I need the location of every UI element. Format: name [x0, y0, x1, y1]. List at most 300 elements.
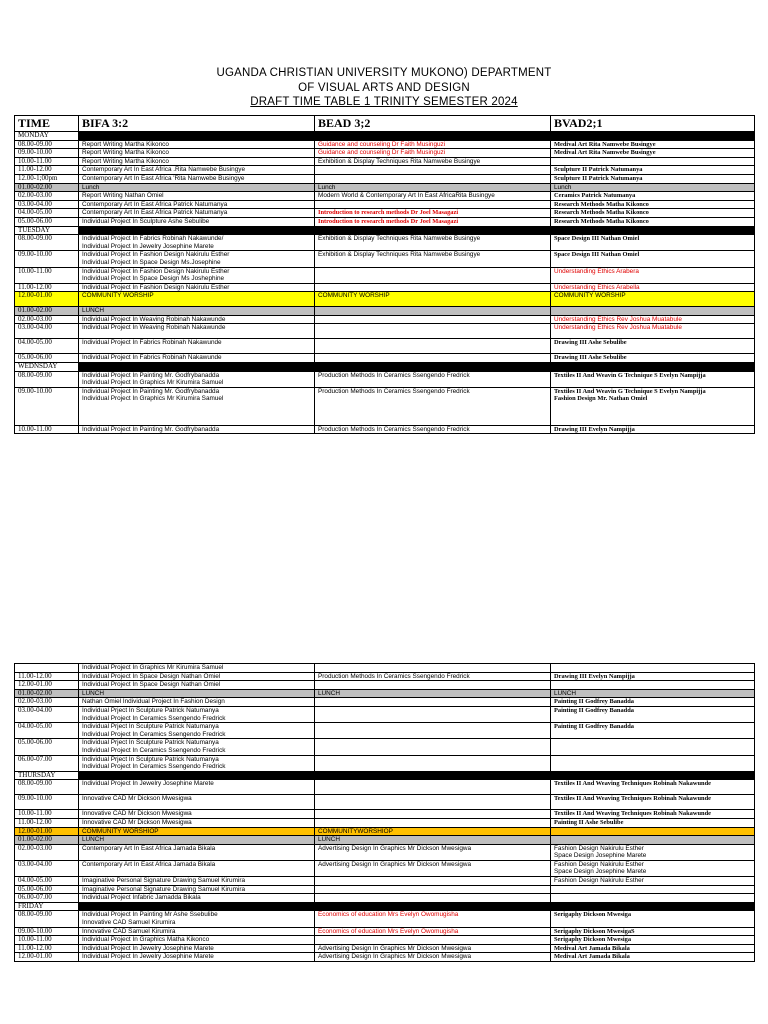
day-divider-bar — [79, 771, 755, 780]
bifa-cell — [79, 860, 315, 876]
bead-cell — [315, 795, 551, 810]
table-row — [15, 894, 755, 903]
bvad-cell-line: Research Methods Matha Kikonco — [554, 209, 649, 217]
time-slot: 02.00-03.00 — [15, 315, 79, 324]
bead-cell — [315, 251, 551, 267]
table-row — [15, 251, 755, 267]
time-slot: 10.00-11.00 — [15, 425, 79, 434]
table-row — [15, 292, 755, 307]
bvad-cell-line: Painting II Godfrey Banadda — [554, 723, 634, 731]
bead-cell-line: Introduction to research methods Dr Joel Masagazi — [318, 217, 459, 225]
table-row — [15, 200, 755, 209]
time-slot: 09.00-10.00 — [15, 387, 79, 425]
time-slot: 12.00-01.00 — [15, 827, 79, 836]
bifa-cell-line: Innovative CAD Samuel Kirumira — [82, 927, 176, 935]
bead-cell-line: Guidance and counseling Dr Faith Musinguzi — [318, 140, 446, 148]
bifa-cell — [79, 157, 315, 166]
bifa-cell — [79, 810, 315, 819]
table-row — [15, 283, 755, 292]
bifa-cell-line: Innovative CAD Mr Dickson Mwesigwa — [82, 818, 192, 826]
time-slot: 01.00-02.00 — [15, 836, 79, 845]
bifa-cell — [79, 739, 315, 755]
day-label: FRIDAY — [15, 902, 79, 911]
bifa-cell — [79, 936, 315, 945]
bvad-cell-line: Research Methods Matha Kikonco — [554, 200, 649, 208]
table-row — [15, 387, 755, 425]
bead-cell — [315, 739, 551, 755]
bead-cell — [315, 425, 551, 434]
day-row — [15, 132, 755, 141]
bifa-cell-line: Individual Project In Sculpture Ashe Sebulibe — [82, 217, 210, 225]
bifa-cell-line: Individual Project In Weaving Robinah Nakawunde — [82, 315, 226, 323]
bifa-cell-line: Individual Project In Painting Mr. Godfrybanadda — [82, 371, 220, 379]
bvad-cell — [551, 324, 755, 339]
bead-cell — [315, 315, 551, 324]
table-row — [15, 157, 755, 166]
bifa-cell — [79, 217, 315, 226]
bvad-cell — [551, 166, 755, 175]
column-header: BIFA 3:2 — [79, 116, 315, 132]
time-slot: 08.00-09.00 — [15, 371, 79, 387]
bvad-cell — [551, 894, 755, 903]
bifa-cell-line: Individual Project In Space Design Nathan Omiel — [82, 681, 221, 689]
time-slot: 03.00-04.00 — [15, 324, 79, 339]
table-row — [15, 267, 755, 283]
bvad-cell — [551, 795, 755, 810]
time-slot: 02.00-03.00 — [15, 698, 79, 707]
table-row — [15, 810, 755, 819]
time-slot: 06.00-07.00 — [15, 755, 79, 771]
table-row — [15, 927, 755, 936]
bifa-cell-line: Report Writing Martha Kikonco — [82, 140, 169, 148]
bifa-cell-line: Individual Project In Jewelry Josephine Marete — [82, 242, 214, 250]
bead-cell — [315, 307, 551, 316]
bvad-cell-line: Drawing III Evelyn Nampijja — [554, 672, 635, 680]
day-divider-bar — [79, 363, 755, 372]
bvad-cell-line: Sculpture II Patrick Natumanya — [554, 174, 643, 182]
bvad-cell-line: Serigaphy Dickson Mwesiga — [554, 936, 632, 944]
day-divider-bar — [79, 902, 755, 911]
bifa-cell-line: Individual Project In Fabrics Robinah Nakawunde — [82, 354, 222, 362]
bvad-cell-line: Drawing III Evelyn Nampijja — [554, 425, 635, 433]
bifa-cell — [79, 192, 315, 201]
bifa-cell-line: Lunch — [82, 183, 100, 191]
time-slot: 04.00-05.00 — [15, 209, 79, 218]
bifa-cell — [79, 844, 315, 860]
time-slot: 06.00-07.00 — [15, 894, 79, 903]
bead-cell-line: Economics of education Mrs Evelyn Owomugisha — [318, 927, 459, 935]
bvad-cell — [551, 818, 755, 827]
bead-cell — [315, 149, 551, 158]
bvad-cell-line: Drawing III Ashe Sebulibe — [554, 354, 627, 362]
bifa-cell — [79, 200, 315, 209]
timetable-part-1 — [14, 115, 755, 434]
time-slot: 01.00-02.00 — [15, 183, 79, 192]
bifa-cell-line: Individual Project In Ceramics Ssengendo Fredrick — [82, 763, 226, 771]
bifa-cell — [79, 780, 315, 795]
table-row — [15, 795, 755, 810]
time-slot: 05.00-06.00 — [15, 354, 79, 363]
time-slot: 04.00-05.00 — [15, 339, 79, 354]
table-row — [15, 885, 755, 894]
bifa-cell — [79, 251, 315, 267]
time-slot: 11.00-12.00 — [15, 944, 79, 953]
bvad-cell — [551, 755, 755, 771]
bvad-cell-line: Understanding Ethics Rev Joshua Muatabule — [554, 324, 682, 332]
bifa-cell — [79, 672, 315, 681]
bvad-cell-line: Space Design Josephine Marete — [554, 852, 647, 860]
bifa-cell — [79, 818, 315, 827]
bvad-cell-line: Painting II Godfrey Banadda — [554, 698, 634, 706]
bvad-cell — [551, 723, 755, 739]
bvad-cell-line: Textiles II And Weavin G Technique S Evelyn Nampijja — [554, 387, 706, 395]
bifa-cell-line: Individual Project In Graphics Mr Kirumira Samuel — [82, 664, 224, 671]
bvad-cell — [551, 267, 755, 283]
bifa-cell-line: Individual Prject In Sculpture Patrick Natumanya — [82, 723, 219, 731]
bvad-cell-line: Painting II Ashe Sebulibe — [554, 818, 624, 826]
bifa-cell-line: Individual Project In Graphics Matha Kikonco — [82, 936, 210, 944]
table-row — [15, 706, 755, 722]
time-slot — [15, 664, 79, 673]
bifa-cell-line: LUNCH — [82, 307, 105, 315]
bead-cell — [315, 235, 551, 251]
bead-cell — [315, 267, 551, 283]
bvad-cell-line: Research Methods Matha Kikonco — [554, 217, 649, 225]
bifa-cell — [79, 183, 315, 192]
bead-cell-line: Production Methods In Ceramics Ssengendo Fredrick — [318, 371, 470, 379]
bead-cell — [315, 681, 551, 690]
bifa-cell-line: Individual Project In Painting Mr. Godfrybanadda — [82, 425, 220, 433]
bifa-cell-line: Report Writing Nathan Omiel — [82, 192, 164, 200]
time-slot: 12.00-01.00 — [15, 681, 79, 690]
column-header: BEAD 3;2 — [315, 116, 551, 132]
bifa-cell — [79, 664, 315, 673]
time-slot: 11.00-12.00 — [15, 818, 79, 827]
bead-cell — [315, 209, 551, 218]
table-row — [15, 217, 755, 226]
bvad-cell — [551, 698, 755, 707]
bifa-cell — [79, 944, 315, 953]
bead-cell — [315, 894, 551, 903]
bifa-cell-line: Innovative CAD Mr Dickson Mwesigwa — [82, 810, 192, 818]
bvad-cell — [551, 339, 755, 354]
bvad-cell-line: Understanding Ethics Rev Joshua Muatabule — [554, 315, 682, 323]
bifa-cell — [79, 283, 315, 292]
bvad-cell-line: Ceramics Patrick Natumanya — [554, 192, 636, 200]
bead-cell — [315, 157, 551, 166]
bvad-cell — [551, 209, 755, 218]
bifa-cell — [79, 166, 315, 175]
bead-cell — [315, 371, 551, 387]
bifa-cell — [79, 827, 315, 836]
bifa-cell — [79, 689, 315, 698]
day-row — [15, 771, 755, 780]
table-row — [15, 877, 755, 886]
bead-cell — [315, 672, 551, 681]
bvad-cell — [551, 425, 755, 434]
time-slot: 08.00-09.00 — [15, 911, 79, 927]
bvad-cell-line: Fashion Design Mr. Nathan Omiel — [554, 395, 648, 403]
bead-cell — [315, 780, 551, 795]
table-row — [15, 672, 755, 681]
bifa-cell-line: Individual Project In Space Design Ms Joshephine — [82, 275, 225, 283]
bead-cell — [315, 166, 551, 175]
day-row — [15, 226, 755, 235]
bvad-cell — [551, 953, 755, 962]
bvad-cell-line: Textiles II And Weavin G Technique S Evelyn Nampijja — [554, 371, 706, 379]
bead-cell — [315, 217, 551, 226]
bvad-cell-line: Space Design III Nathan Omiel — [554, 235, 640, 243]
bifa-cell — [79, 795, 315, 810]
bvad-cell — [551, 149, 755, 158]
bead-cell — [315, 877, 551, 886]
bead-cell-line: LUNCH — [318, 689, 341, 697]
table-row — [15, 911, 755, 927]
bifa-cell — [79, 698, 315, 707]
bvad-cell — [551, 681, 755, 690]
header-line-1: UGANDA CHRISTIAN UNIVERSITY MUKONO) DEPARTMENT — [216, 67, 552, 79]
bifa-cell — [79, 339, 315, 354]
bifa-cell — [79, 315, 315, 324]
bead-cell — [315, 324, 551, 339]
bead-cell — [315, 706, 551, 722]
bvad-cell — [551, 860, 755, 876]
bifa-cell — [79, 885, 315, 894]
bifa-cell — [79, 387, 315, 425]
bifa-cell — [79, 324, 315, 339]
column-header: BVAD2;1 — [551, 116, 755, 132]
bifa-cell-line: Nathan Omiel Individual Project In Fashion Design — [82, 698, 225, 706]
bifa-cell-line: Imaginative Personal Signature Drawing Samuel Kirumira — [82, 885, 246, 893]
bead-cell-line: LUNCH — [318, 836, 341, 844]
table-row — [15, 836, 755, 845]
table-row — [15, 183, 755, 192]
bifa-cell-line: Individual Project In Jewelry Josephine Marete — [82, 953, 214, 961]
bifa-cell-line: Report Writing Martha Kikonco — [82, 157, 169, 165]
bifa-cell-line: Imaginative Personal Signature Drawing Samuel Kirumira — [82, 877, 246, 885]
time-slot: 05.00-06.00 — [15, 885, 79, 894]
bead-cell-line: Exhibition & Display Techniques Rita Namwebe Busingye — [318, 251, 481, 259]
time-slot: 10.00-11.00 — [15, 810, 79, 819]
bvad-cell-line: Space Design III Nathan Omiel — [554, 251, 640, 259]
bead-cell-line: Production Methods In Ceramics Ssengendo Fredrick — [318, 387, 470, 395]
bvad-cell — [551, 183, 755, 192]
day-row — [15, 363, 755, 372]
bvad-cell-line: Textiles II And Weaving Techniques Robinah Nakawunde — [554, 795, 711, 803]
bifa-cell-line: Individual Project In Space Design Nathan Omiel — [82, 672, 221, 680]
bead-cell — [315, 698, 551, 707]
bead-cell — [315, 818, 551, 827]
bvad-cell — [551, 780, 755, 795]
time-slot: 01.00-02.00 — [15, 689, 79, 698]
table-row — [15, 354, 755, 363]
day-divider-bar — [79, 226, 755, 235]
bvad-cell-line: Sculpture II Patrick Natumanya — [554, 166, 643, 174]
bifa-cell — [79, 836, 315, 845]
table-row — [15, 844, 755, 860]
time-slot: 09.00-10.00 — [15, 927, 79, 936]
bvad-cell — [551, 371, 755, 387]
table-row — [15, 936, 755, 945]
bifa-cell — [79, 354, 315, 363]
bead-cell-line: Modern World & Contemporary Art In East AfricaRita Busingye — [318, 192, 495, 200]
bvad-cell — [551, 200, 755, 209]
bvad-cell-line: Medival Art Jamada Bikala — [554, 944, 630, 952]
table-row — [15, 339, 755, 354]
bifa-cell — [79, 140, 315, 149]
column-header: TIME — [15, 116, 79, 132]
bifa-cell-line: Individual Project In Jewelry Josephine Marete — [82, 780, 214, 788]
time-slot: 01.00-02.00 — [15, 307, 79, 316]
bifa-cell — [79, 174, 315, 183]
bvad-cell-line: Textiles II And Weaving Techniques Robinah Nakawunde — [554, 810, 711, 818]
table-row — [15, 689, 755, 698]
time-slot: 02.00-03.00 — [15, 844, 79, 860]
bifa-cell-line: Individual Project In Jewelry Josephine Marete — [82, 944, 214, 952]
time-slot: 11.00-12.00 — [15, 283, 79, 292]
bifa-cell-line: Contemporary Art In East Africa 'Rita Namwebe Busingye — [82, 174, 245, 182]
day-label: THURSDAY — [15, 771, 79, 780]
time-slot: 09.00-10.00 — [15, 251, 79, 267]
bifa-cell — [79, 292, 315, 307]
bifa-cell — [79, 927, 315, 936]
time-slot: 02.00-03.00 — [15, 192, 79, 201]
bifa-cell-line: Contemporary Art In East Africa Jamada Bikala — [82, 844, 216, 852]
bead-cell — [315, 885, 551, 894]
bifa-cell-line: Contemporary Art In East Africa Patrick Natumanya — [82, 200, 228, 208]
bifa-cell — [79, 953, 315, 962]
time-slot: 08.00-09.00 — [15, 140, 79, 149]
bead-cell — [315, 283, 551, 292]
bvad-cell-line: COMMUNITY WORSHIP — [554, 292, 626, 300]
time-slot: 03.00-04.00 — [15, 200, 79, 209]
bifa-cell-line: Individual Project In Graphics Mr Kirumira Samuel — [82, 379, 224, 387]
bifa-cell-line: LUNCH — [82, 689, 105, 697]
bvad-cell — [551, 836, 755, 845]
time-slot: 04.00-05.00 — [15, 877, 79, 886]
day-divider-bar — [79, 132, 755, 141]
table-row — [15, 425, 755, 434]
bvad-cell-line: Medival Art Rita Namwebe Busingye — [554, 140, 656, 148]
bifa-cell — [79, 706, 315, 722]
bead-cell — [315, 844, 551, 860]
time-slot: 03.00-04.00 — [15, 706, 79, 722]
bead-cell — [315, 200, 551, 209]
bvad-cell-line: Fashion Design Nakirulu Esther — [554, 860, 644, 868]
bead-cell — [315, 827, 551, 836]
bead-cell — [315, 689, 551, 698]
bifa-cell-line: Individual Project In Weaving Robinah Nakawunde — [82, 324, 226, 332]
table-row — [15, 698, 755, 707]
bead-cell — [315, 927, 551, 936]
bvad-cell — [551, 936, 755, 945]
table-row — [15, 209, 755, 218]
bifa-cell-line: Individual Project In Space Design Ms.Josephine — [82, 258, 221, 266]
bifa-cell-line: Contemporary Art In East Africa .Rita Namwebe Busingye — [82, 166, 246, 174]
bead-cell-line: COMMUNITYWORSHIOP — [318, 827, 393, 835]
table-row — [15, 149, 755, 158]
table-row — [15, 324, 755, 339]
bvad-cell — [551, 810, 755, 819]
bifa-cell-line: LUNCH — [82, 836, 105, 844]
bvad-cell — [551, 217, 755, 226]
bead-cell — [315, 192, 551, 201]
table-header-row — [15, 116, 755, 132]
bead-cell-line: COMMUNITY WORSHIP — [318, 292, 390, 300]
bead-cell — [315, 911, 551, 927]
time-slot: 05.00-06.00 — [15, 217, 79, 226]
bifa-cell-line: Individual Prject In Sculpture Patrick Natumanya — [82, 739, 219, 747]
bifa-cell-line: Innovative CAD Mr Dickson Mwesigwa — [82, 795, 192, 803]
bvad-cell — [551, 292, 755, 307]
bifa-cell-line: Contemporary Art In East Africa Jamada Bikala — [82, 860, 216, 868]
timetable-part-2 — [14, 663, 755, 962]
bvad-cell-line: Fashion Design Nakirulu Esther — [554, 844, 644, 852]
bead-cell — [315, 755, 551, 771]
table-row — [15, 307, 755, 316]
bifa-cell — [79, 209, 315, 218]
bead-cell — [315, 860, 551, 876]
bvad-cell-line: Fashion Design Nakirulu Esther — [554, 877, 644, 885]
bvad-cell — [551, 307, 755, 316]
bifa-cell — [79, 235, 315, 251]
bvad-cell — [551, 387, 755, 425]
time-slot: 09.00-10.00 — [15, 149, 79, 158]
table-row — [15, 140, 755, 149]
table-row — [15, 681, 755, 690]
bvad-cell — [551, 885, 755, 894]
bifa-cell — [79, 723, 315, 739]
bifa-cell-line: COMMUNITY WORSHIP — [82, 292, 154, 300]
time-slot: 12.00-1;00pm — [15, 174, 79, 183]
document-header — [0, 66, 768, 110]
bifa-cell-line: Individual Project In Fashion Design Nakirulu Esther — [82, 283, 230, 291]
bvad-cell — [551, 664, 755, 673]
bead-cell-line: Production Methods In Ceramics Ssengendo Fredrick — [318, 425, 470, 433]
bvad-cell — [551, 944, 755, 953]
bifa-cell-line: Individual Prject In Sculpture Patrick Natumanya — [82, 755, 219, 763]
bead-cell — [315, 953, 551, 962]
bvad-cell — [551, 283, 755, 292]
bvad-cell — [551, 315, 755, 324]
bvad-cell — [551, 192, 755, 201]
bead-cell — [315, 836, 551, 845]
bifa-cell — [79, 307, 315, 316]
bvad-cell — [551, 739, 755, 755]
day-label: MONDAY — [15, 132, 79, 141]
bifa-cell-line: Individual Project In Ceramics Ssengendo Fredrick — [82, 746, 226, 754]
bead-cell-line: Production Methods In Ceramics Ssengendo Fredrick — [318, 672, 470, 680]
bvad-cell — [551, 827, 755, 836]
bead-cell — [315, 664, 551, 673]
bifa-cell-line: Individual Project In Painting Mr Ashe Ssebulibe — [82, 911, 218, 919]
bifa-cell-line: COMMUNITY WORSHIOP — [82, 827, 159, 835]
time-slot: 08.00-09.00 — [15, 235, 79, 251]
bvad-cell-line: LUNCH — [554, 689, 577, 697]
table-row — [15, 371, 755, 387]
bead-cell-line: Lunch — [318, 183, 336, 191]
bvad-cell-line: Understanding Ethics Arabella — [554, 283, 640, 291]
bvad-cell — [551, 251, 755, 267]
bead-cell — [315, 292, 551, 307]
table-row — [15, 166, 755, 175]
bifa-cell-line: Individual Project In Ceramics Ssengendo Fredrick — [82, 714, 226, 722]
bvad-cell-line: Medival Art Jamada Bikala — [554, 953, 630, 961]
bvad-cell — [551, 689, 755, 698]
bead-cell-line: Advertising Design In Graphics Mr Dickson Mwesigwa — [318, 844, 472, 852]
bead-cell-line: Advertising Design In Graphics Mr Dickson Mwesigwa — [318, 953, 472, 961]
bead-cell-line: Advertising Design In Graphics Mr Dickson Mwesigwa — [318, 860, 472, 868]
